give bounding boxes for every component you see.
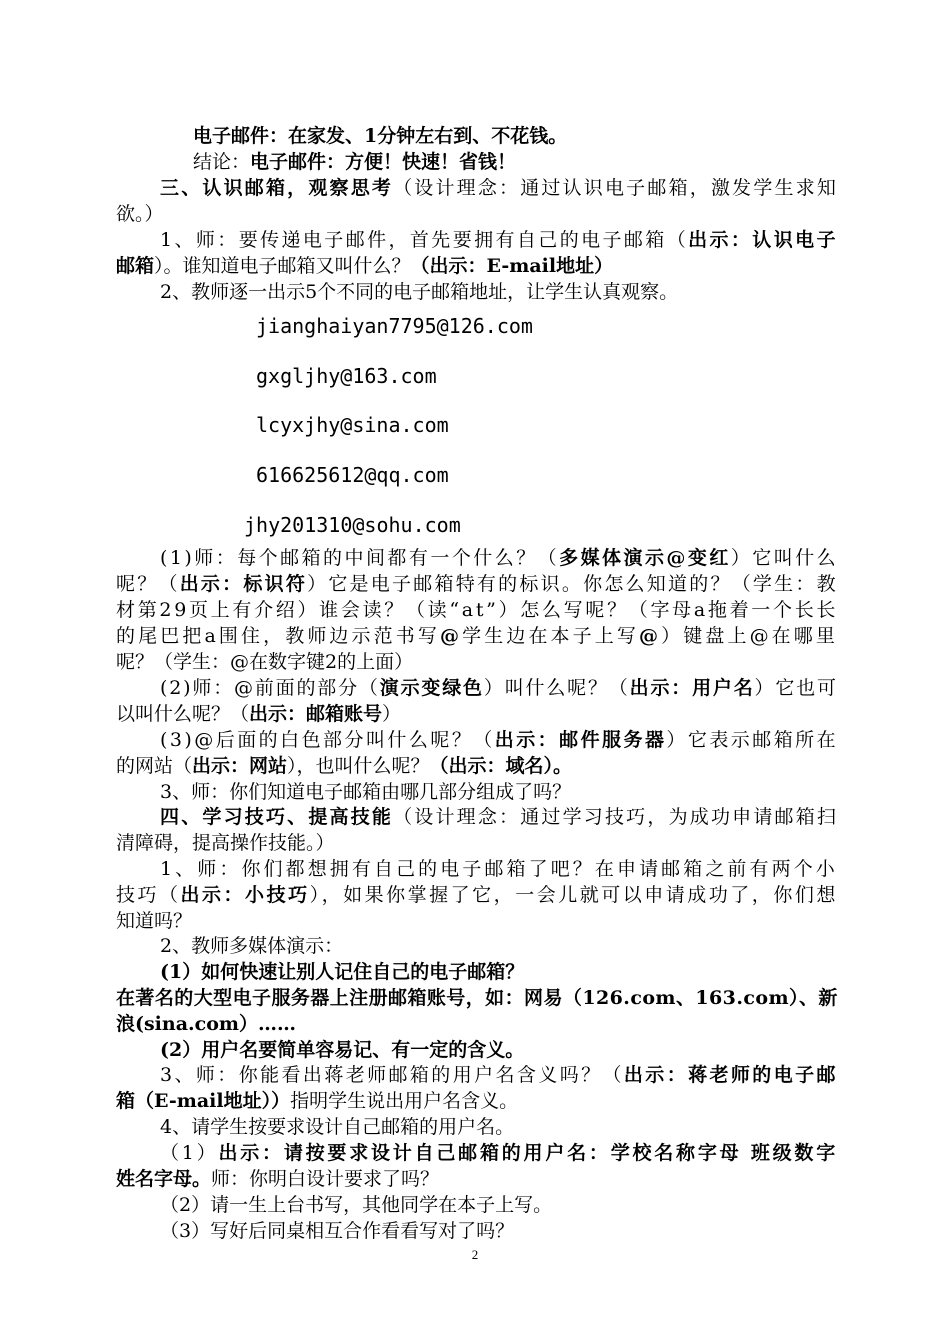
text-line bbox=[160, 545, 838, 571]
bold-text: 电子邮件：方便！快速！省钱！ bbox=[250, 151, 517, 173]
bold-text: (2）用户名要简单容易记、有一定的含义。 bbox=[160, 1039, 525, 1061]
bold-text: 演示变绿色 bbox=[379, 677, 484, 699]
text-line bbox=[160, 1037, 524, 1063]
text-line bbox=[116, 253, 613, 279]
text-segment: ），如果你掌握了它，一会儿就可以申请成功了，你们想 bbox=[309, 884, 838, 906]
text-segment: 1、师：你们都想拥有自己的电子邮箱了吧？在申请邮箱之前有两个小 bbox=[160, 858, 838, 880]
text-segment: （设计理念：通过认识电子邮箱，激发学生求知 bbox=[393, 177, 839, 199]
bold-text: （出示：E-mail地址） bbox=[410, 255, 614, 277]
text-segment: ）它也可 bbox=[754, 677, 838, 699]
bold-text: 出示：蒋老师的电子邮 bbox=[623, 1064, 838, 1086]
text-line bbox=[193, 149, 516, 175]
text-line bbox=[116, 623, 838, 649]
text-line bbox=[160, 1140, 838, 1166]
bold-text: 浪(sina.com）…… bbox=[116, 1013, 296, 1035]
text-segment: 3、师：你们知道电子邮箱由哪几部分组成了吗？ bbox=[160, 781, 572, 803]
text-line bbox=[116, 701, 401, 727]
text-line bbox=[116, 882, 838, 908]
text-segment: 1、师：要传递电子邮件，首先要拥有自己的电子邮箱（ bbox=[160, 229, 689, 251]
text-line bbox=[116, 597, 838, 623]
text-segment: ）它表示邮箱所在 bbox=[666, 729, 839, 751]
text-segment: ）叫什么呢？（ bbox=[483, 677, 630, 699]
text-line bbox=[160, 856, 838, 882]
text-line bbox=[160, 1192, 552, 1218]
email-address: jhy201310@sohu.com bbox=[244, 513, 461, 537]
text-segment: 以叫什么呢？（ bbox=[116, 703, 250, 725]
text-segment: 呢？（学生：@在数字键2的上面） bbox=[116, 651, 414, 673]
page-number: 2 bbox=[471, 1247, 479, 1262]
email-address: jianghaiyan7795@126.com bbox=[256, 314, 533, 338]
text-segment: ）它叫什么 bbox=[730, 547, 839, 569]
text-line bbox=[160, 933, 343, 959]
text-line bbox=[116, 649, 413, 675]
text-segment: 的尾巴把a围住，教师边示范书写 bbox=[116, 625, 440, 647]
text-line bbox=[160, 779, 571, 805]
text-segment: 指明学生说出用户名含义。 bbox=[290, 1090, 519, 1112]
text-segment: （1） bbox=[160, 1142, 219, 1164]
text-segment: 的网站（ bbox=[116, 755, 193, 777]
text-line bbox=[160, 1062, 838, 1088]
bold-text: 三、认识邮箱，观察思考 bbox=[160, 177, 394, 199]
bold-text: @ bbox=[639, 625, 662, 647]
bold-text: 出示：小技巧 bbox=[180, 884, 310, 906]
bold-text: (1）如何快速让别人记住自己的电子邮箱？ bbox=[160, 961, 525, 983]
text-segment: ）。谁知道电子邮箱又叫什么？ bbox=[154, 255, 411, 277]
text-segment: ）它是电子邮箱特有的标识。你怎么知道的？（学生：教 bbox=[307, 573, 838, 595]
bold-text: 四、学习技巧、提高技能 bbox=[160, 806, 394, 828]
text-line bbox=[116, 201, 164, 227]
text-segment: （3）写好后同桌相互合作看看写对了吗？ bbox=[160, 1220, 515, 1242]
text-line bbox=[160, 804, 838, 830]
text-segment: 欲。） bbox=[116, 203, 164, 225]
bold-text: 出示：邮件服务器 bbox=[494, 729, 667, 751]
text-segment: ）键盘上@在哪里 bbox=[661, 625, 839, 647]
text-line bbox=[160, 279, 678, 305]
text-segment: 2、教师多媒体演示： bbox=[160, 935, 344, 957]
text-segment: 材第29页上有介绍）谁会读？（读“at”）怎么写呢？（字母a拖着一个长长 bbox=[116, 599, 839, 621]
text-segment: 结论： bbox=[193, 151, 251, 173]
text-segment: 学生边在本子上写 bbox=[462, 625, 639, 647]
email-address: gxgljhy@163.com bbox=[256, 364, 437, 388]
bold-text: 邮箱 bbox=[116, 255, 155, 277]
text-line bbox=[116, 753, 572, 779]
text-segment: 师：你明白设计要求了吗？ bbox=[211, 1168, 440, 1190]
text-segment: （2）请一生上台书写，其他同学在本子上写。 bbox=[160, 1194, 553, 1216]
bold-text: 多媒体演示@变红 bbox=[559, 547, 731, 569]
text-segment: 3、师：你能看出蒋老师邮箱的用户名含义吗？（ bbox=[160, 1064, 624, 1086]
text-segment: 技巧（ bbox=[116, 884, 181, 906]
text-line bbox=[116, 908, 192, 934]
email-address: 616625612@qq.com bbox=[256, 463, 449, 487]
text-line bbox=[116, 830, 335, 856]
text-line bbox=[193, 123, 567, 149]
text-line bbox=[160, 175, 838, 201]
bold-text: 出示：用户名 bbox=[629, 677, 755, 699]
bold-text: 电子邮件：在家发、1分钟左右到、不花钱。 bbox=[193, 125, 568, 147]
text-segment: 2、教师逐一出示5个不同的电子邮箱地址，让学生认真观察。 bbox=[160, 281, 679, 303]
bold-text: @ bbox=[439, 625, 463, 647]
text-line bbox=[116, 1088, 518, 1114]
text-line bbox=[160, 1114, 514, 1140]
text-segment: ） bbox=[382, 703, 402, 725]
bold-text: 出示：标识符 bbox=[179, 573, 308, 595]
text-line bbox=[160, 1218, 514, 1244]
text-line bbox=[116, 1166, 439, 1192]
bold-text: 姓名字母。 bbox=[116, 1168, 212, 1190]
text-line bbox=[116, 1011, 296, 1037]
bold-text: 箱（E-mail地址）） bbox=[116, 1090, 291, 1112]
text-segment: (1)师：每个邮箱的中间都有一个什么？（ bbox=[160, 547, 560, 569]
bold-text: 出示：邮箱账号 bbox=[249, 703, 383, 725]
text-segment: 清障碍，提高操作技能。） bbox=[116, 832, 335, 854]
text-segment: (3)@后面的白色部分叫什么呢？（ bbox=[160, 729, 495, 751]
text-line bbox=[160, 675, 838, 701]
email-address: lcyxjhy@sina.com bbox=[256, 413, 449, 437]
bold-text: （出示：域名）。 bbox=[429, 755, 573, 777]
text-line bbox=[116, 571, 838, 597]
text-segment: ），也叫什么呢？ bbox=[287, 755, 430, 777]
text-segment: 呢？（ bbox=[116, 573, 180, 595]
bold-text: 出示：网站 bbox=[192, 755, 288, 777]
bold-text: 出示：请按要求设计自己邮箱的用户名：学校名称字母 班级数字 bbox=[218, 1142, 838, 1164]
text-segment: 知道吗？ bbox=[116, 910, 193, 932]
bold-text: 在著名的大型电子服务器上注册邮箱账号，如：网易（126.com、163.com）、新 bbox=[116, 987, 838, 1009]
text-line bbox=[116, 985, 838, 1011]
text-segment: （设计理念：通过学习技巧，为成功申请邮箱扫 bbox=[393, 806, 839, 828]
bold-text: 出示：认识电子 bbox=[688, 229, 838, 251]
text-line bbox=[160, 959, 524, 985]
text-line bbox=[160, 727, 838, 753]
text-segment: 4、请学生按要求设计自己邮箱的用户名。 bbox=[160, 1116, 515, 1138]
text-segment: (2)师：@前面的部分（ bbox=[160, 677, 380, 699]
text-line bbox=[160, 227, 838, 253]
